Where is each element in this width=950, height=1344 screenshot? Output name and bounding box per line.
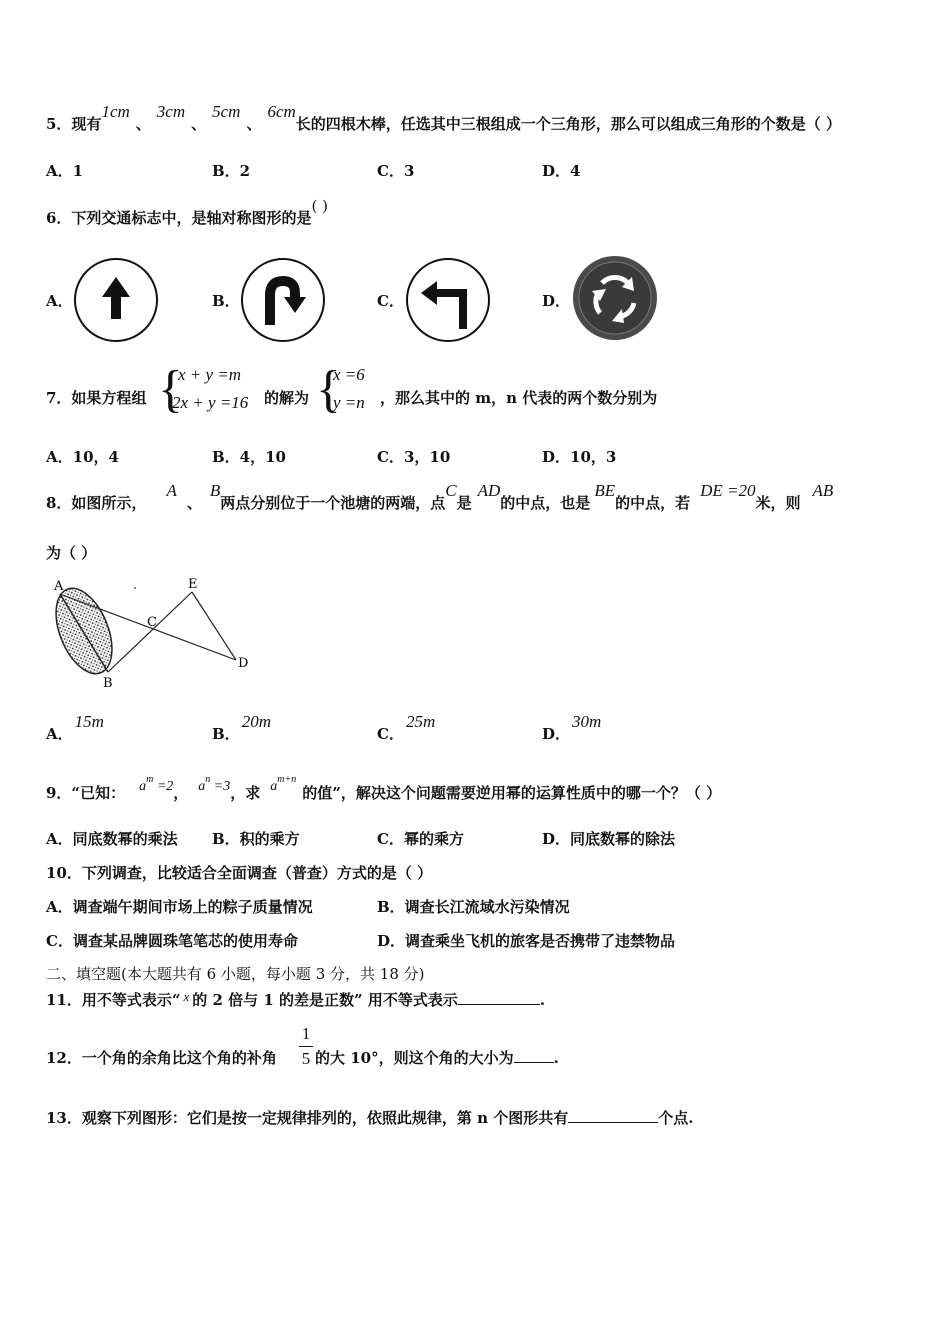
- q7-system-brace: {: [158, 361, 183, 418]
- turn-left-sign-icon: [405, 257, 491, 343]
- q9-prefix: 9．“已知：: [46, 784, 126, 802]
- q11-end: .: [539, 991, 546, 1009]
- q5-text: 长的四根木棒，任选其中三根组成一个三角形，那么可以组成三角形的个数是（ ）: [295, 115, 842, 133]
- q9-option-b: B．积的乘方: [212, 830, 300, 848]
- q12-numerator: 1: [301, 1024, 311, 1043]
- q13-answer-blank[interactable]: [568, 1108, 658, 1123]
- q12-denominator: 5: [301, 1049, 311, 1068]
- fraction-bar: [299, 1046, 313, 1047]
- q8-segment-be: BE: [594, 481, 616, 500]
- q8-segment-ab: AB: [812, 481, 834, 500]
- q5-length-3: 5cm: [212, 102, 241, 121]
- q8-option-a-label: A．: [46, 725, 73, 743]
- q9-exp-n: n: [205, 774, 211, 785]
- q5-length-2: 3cm: [156, 102, 186, 121]
- q8-option-c-value: 25m: [405, 712, 436, 731]
- figure-label-a: A: [54, 579, 64, 594]
- q8-sep: 、: [186, 494, 202, 512]
- q6-paren: ( ): [311, 197, 328, 215]
- q9-expr-2: [198, 774, 231, 794]
- q5-sep: 、: [246, 115, 262, 133]
- q12-end: .: [553, 1049, 559, 1067]
- q9-base: a: [270, 779, 278, 794]
- q5-option-c: C．3: [377, 162, 415, 180]
- q8-segment-ad: AD: [477, 481, 501, 500]
- q8-option-d-value: 30m: [572, 712, 602, 731]
- q5-option-b: B．2: [212, 162, 251, 180]
- q8-point-a: A: [166, 481, 177, 500]
- question-13: [46, 1108, 693, 1128]
- q5-length-4: 6cm: [267, 102, 296, 121]
- q7-option-b: B．4，10: [212, 448, 286, 466]
- q8-point-c: C: [445, 481, 457, 500]
- q12-prefix: 12．一个角的余角比这个角的补角: [46, 1049, 277, 1067]
- q6-label-d: D．: [542, 292, 571, 310]
- q7-equation-1: x + y =m: [178, 365, 242, 384]
- q12-fraction: [299, 1024, 313, 1069]
- q13-end: 个点.: [658, 1109, 694, 1127]
- q8-point-b: B: [209, 481, 221, 500]
- q8-text-1: 两点分别位于一个池塘的两端，点: [220, 494, 446, 512]
- q8-option-a: [46, 712, 104, 744]
- q9-option-a: A．同底数幂的乘法: [46, 830, 178, 848]
- q7-solution-2: y =n: [333, 393, 365, 412]
- q9-base: a: [139, 779, 147, 794]
- q7-solution-brace: {: [316, 361, 341, 418]
- q6-label-c: C．: [377, 292, 404, 310]
- question-11: [46, 990, 545, 1011]
- q9-expr-3: [270, 774, 297, 794]
- q10-option-a: A．调查端午期间市场上的粽子质量情况: [46, 898, 313, 916]
- q8-option-c: [377, 712, 436, 744]
- figure-label-d: D: [238, 656, 249, 671]
- pond-shape: [46, 580, 123, 681]
- q12-text: 的大 10°，则这个角的大小为: [315, 1049, 514, 1067]
- q7-option-a: A．10，4: [46, 448, 119, 466]
- q8-text-2: 是: [456, 494, 472, 512]
- q9-text-2: 的值”，解决这个问题需要逆用幂的运算性质中的哪一个？（ ）: [302, 784, 722, 802]
- question-5: [46, 102, 842, 134]
- q7-option-c: C．3，10: [377, 448, 451, 466]
- q9-exp-mn: m+n: [277, 774, 297, 785]
- q10-option-d: D．调查乘坐飞机的旅客是否携带了违禁物品: [377, 932, 676, 950]
- q9-expr-1: [139, 774, 174, 794]
- q7-solution-1: x =6: [333, 365, 365, 384]
- question-9: [46, 774, 722, 806]
- q11-prefix: 11．用不等式表示“: [46, 991, 181, 1009]
- q6-label-a: A．: [46, 292, 73, 310]
- q10-option-c: C．调查某品牌圆珠笔笔芯的使用寿命: [46, 932, 298, 950]
- q9-exp-m: m: [146, 774, 154, 785]
- q10-option-b: B．调查长江流域水污染情况: [377, 898, 570, 916]
- q9-base: a: [198, 779, 206, 794]
- question-8: [46, 481, 834, 513]
- figure-label-b: B: [103, 676, 113, 691]
- q5-sep: 、: [135, 115, 151, 133]
- q9-value-2: =3: [210, 779, 231, 794]
- u-turn-right-sign-icon: [240, 257, 326, 343]
- q8-option-a-value: 15m: [74, 712, 104, 731]
- q5-option-d: D．4: [542, 162, 581, 180]
- q11-variable-x: x: [183, 989, 190, 1004]
- q7-option-d: D．10，3: [542, 448, 617, 466]
- q8-prefix: 8．如图所示，: [46, 494, 147, 512]
- q8-option-c-label: C．: [377, 725, 404, 743]
- q9-comma: ，: [173, 784, 189, 802]
- arrow-up-sign-icon: [73, 257, 159, 343]
- q9-option-d: D．同底数幂的除法: [542, 830, 676, 848]
- q8-line-2: 为（ ）: [46, 544, 97, 562]
- q8-text-5: 米，则: [755, 494, 801, 512]
- pond-figure: [46, 574, 256, 694]
- q8-option-b: [212, 712, 271, 744]
- q7-equation-2: 2x + y =16: [172, 393, 249, 412]
- q7-prefix: 7．如果方程组: [46, 389, 147, 407]
- q11-text: 的 2 倍与 1 的差是正数” 用不等式表示: [192, 991, 458, 1009]
- q8-text-3: 的中点，也是: [500, 494, 591, 512]
- q13-text: 13．观察下列图形：它们是按一定规律排列的，依照此规律，第 n 个图形共有: [46, 1109, 569, 1127]
- question-6: [46, 197, 328, 228]
- q6-text: 6．下列交通标志中，是轴对称图形的是: [46, 209, 312, 227]
- q5-sep: 、: [191, 115, 207, 133]
- q7-middle: 的解为: [264, 389, 310, 407]
- figure-label-c: C: [147, 615, 157, 630]
- q7-post: ，那么其中的 m，n 代表的两个数分别为: [380, 389, 658, 407]
- q9-text-1: ，求: [230, 784, 261, 802]
- q5-option-a: A．1: [46, 162, 84, 180]
- q12-answer-blank[interactable]: [514, 1048, 554, 1063]
- q8-option-d: [542, 712, 602, 744]
- q8-option-b-value: 20m: [241, 712, 271, 731]
- q5-number: 5．现有: [46, 115, 102, 133]
- q8-option-d-label: D．: [542, 725, 571, 743]
- q8-de-value: DE =20: [700, 481, 756, 500]
- q9-value-1: =2: [153, 779, 174, 794]
- q11-answer-blank[interactable]: [458, 990, 540, 1005]
- q12-rest: [315, 1048, 559, 1068]
- q6-label-b: B．: [212, 292, 240, 310]
- q9-option-c: C．幂的乘方: [377, 830, 464, 848]
- q8-text-4: 的中点，若: [615, 494, 691, 512]
- question-10: 10．下列调查，比较适合全面调查（普查）方式的是（ ）: [46, 864, 433, 882]
- figure-label-e: E: [188, 577, 198, 592]
- roundabout-sign-icon: [572, 255, 658, 341]
- q8-option-b-label: B．: [212, 725, 240, 743]
- q5-length-1: 1cm: [101, 102, 130, 121]
- section-2-title: 二、填空题(本大题共有 6 小题，每小题 3 分，共 18 分): [46, 965, 425, 983]
